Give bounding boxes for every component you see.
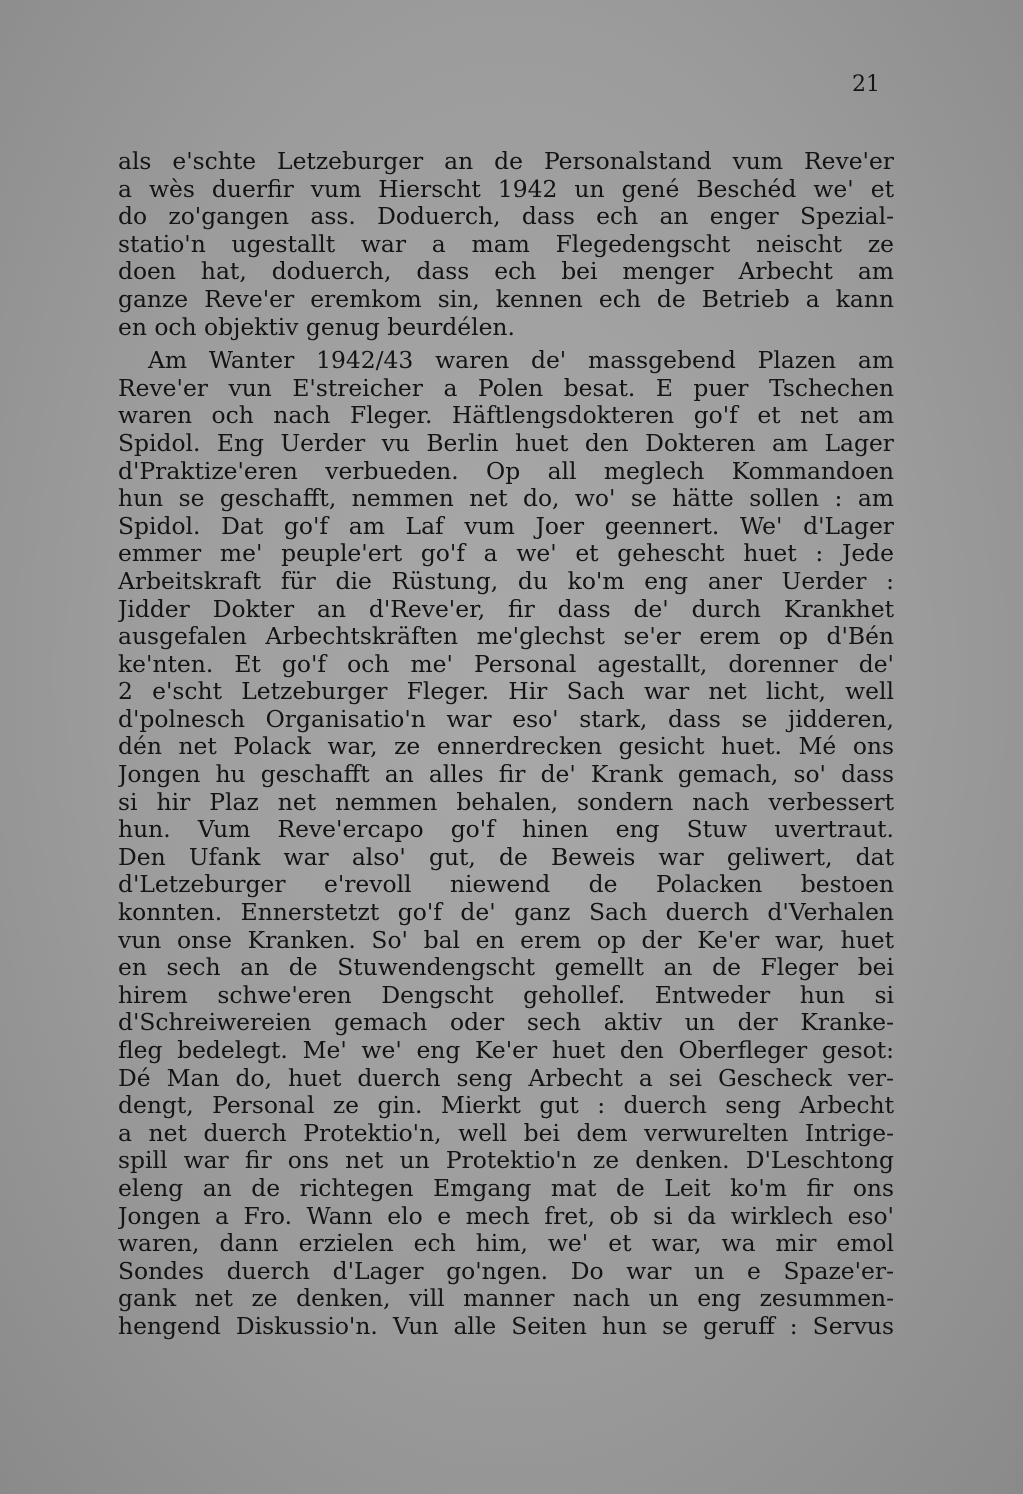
body-text xyxy=(118,148,894,1341)
text-line: ke'nten. Et go'f och me' Personal agestallt, dorenner de' xyxy=(118,650,894,678)
text-line: ganze Reve'er eremkom sin, kennen ech de Betrieb a kann xyxy=(118,285,894,313)
text-line: d'Schreiwereien gemach oder sech aktiv un der Kranke- xyxy=(118,1009,894,1037)
text-line: doen hat, doduerch, dass ech bei menger Arbecht am xyxy=(118,258,894,286)
text-line: hun se geschafft, nemmen net do, wo' se hätte sollen : am xyxy=(118,485,894,513)
text-line: waren och nach Fleger. Häftlengsdokteren go'f et net am xyxy=(118,402,894,430)
text-line: statio'n ugestallt war a mam Flegedengscht neischt ze xyxy=(118,230,894,258)
text-line: en och objektiv genug beurdélen. xyxy=(118,313,515,341)
text-line: Spidol. Dat go'f am Laf vum Joer geennert. We' d'Lager xyxy=(118,512,894,540)
text-line: Reve'er vun E'streicher a Polen besat. E puer Tschechen xyxy=(118,374,894,402)
text-line: hengend Diskussio'n. Vun alle Seiten hun se geruff : Servus xyxy=(118,1312,894,1340)
text-line: gank net ze denken, vill manner nach un eng zesummen- xyxy=(118,1285,894,1313)
paragraph-2 xyxy=(118,347,894,1340)
text-line: d'polnesch Organisatio'n war eso' stark, dass se jidderen, xyxy=(118,705,894,733)
text-line: 2 e'scht Letzeburger Fleger. Hir Sach war net licht, well xyxy=(118,678,894,706)
text-line: a net duerch Protektio'n, well bei dem verwurelten Intrige- xyxy=(118,1119,894,1147)
paragraph-1 xyxy=(118,148,894,341)
text-line: Arbeitskraft für die Rüstung, du ko'm eng aner Uerder : xyxy=(118,567,894,595)
text-line: spill war fir ons net un Protektio'n ze denken. D'Leschtong xyxy=(118,1147,894,1175)
text-line: waren, dann erzielen ech him, we' et war, wa mir emol xyxy=(118,1230,894,1258)
text-line: Jongen hu geschafft an alles fir de' Krank gemach, so' dass xyxy=(118,761,894,789)
text-line: Jidder Dokter an d'Reve'er, fir dass de' durch Krankhet xyxy=(118,595,894,623)
text-line: a wès duerfir vum Hierscht 1942 un gené Beschéd we' et xyxy=(118,175,894,203)
text-line: Dé Man do, huet duerch seng Arbecht a sei Gescheck ver- xyxy=(118,1064,894,1092)
text-line: d'Letzeburger e'revoll niewend de Polacken bestoen xyxy=(118,871,894,899)
text-line: fleg bedelegt. Me' we' eng Ke'er huet den Oberfleger gesot: xyxy=(118,1037,894,1064)
text-line: dén net Polack war, ze ennerdrecken gesicht huet. Mé ons xyxy=(118,733,894,761)
text-line: emmer me' peuple'ert go'f a we' et gehescht huet : Jede xyxy=(118,540,894,568)
text-line: Jongen a Fro. Wann elo e mech fret, ob si da wirklech eso' xyxy=(118,1202,894,1230)
text-line: Am Wanter 1942/43 waren de' massgebend Plazen am xyxy=(148,347,894,375)
text-line: Den Ufank war also' gut, de Beweis war geliwert, dat xyxy=(118,843,894,871)
text-line: Spidol. Eng Uerder vu Berlin huet den Dokteren am Lager xyxy=(118,429,894,457)
text-line: d'Praktize'eren verbueden. Op all meglech Kommandoen xyxy=(118,457,894,485)
text-line: eleng an de richtegen Emgang mat de Leit ko'm fir ons xyxy=(118,1174,894,1202)
text-line: hun. Vum Reve'ercapo go'f hinen eng Stuw uvertraut. xyxy=(118,816,894,844)
text-line: hirem schwe'eren Dengscht gehollef. Entweder hun si xyxy=(118,981,894,1009)
text-line: en sech an de Stuwendengscht gemellt an de Fleger bei xyxy=(118,954,894,982)
text-line: dengt, Personal ze gin. Mierkt gut : duerch seng Arbecht xyxy=(118,1092,894,1120)
text-line: vun onse Kranken. So' bal en erem op der Ke'er war, huet xyxy=(118,926,894,954)
text-line: als e'schte Letzeburger an de Personalstand vum Reve'er xyxy=(118,148,894,175)
text-line: si hir Plaz net nemmen behalen, sondern nach verbessert xyxy=(118,788,894,816)
page-number: 21 xyxy=(852,72,880,97)
text-line: Sondes duerch d'Lager go'ngen. Do war un e Spaze'er- xyxy=(118,1257,894,1285)
text-line: do zo'gangen ass. Doduerch, dass ech an enger Spezial- xyxy=(118,203,894,231)
text-line: konnten. Ennerstetzt go'f de' ganz Sach duerch d'Verhalen xyxy=(118,899,894,927)
text-line: ausgefalen Arbechtskräften me'glechst se'er erem op d'Bén xyxy=(118,623,894,651)
